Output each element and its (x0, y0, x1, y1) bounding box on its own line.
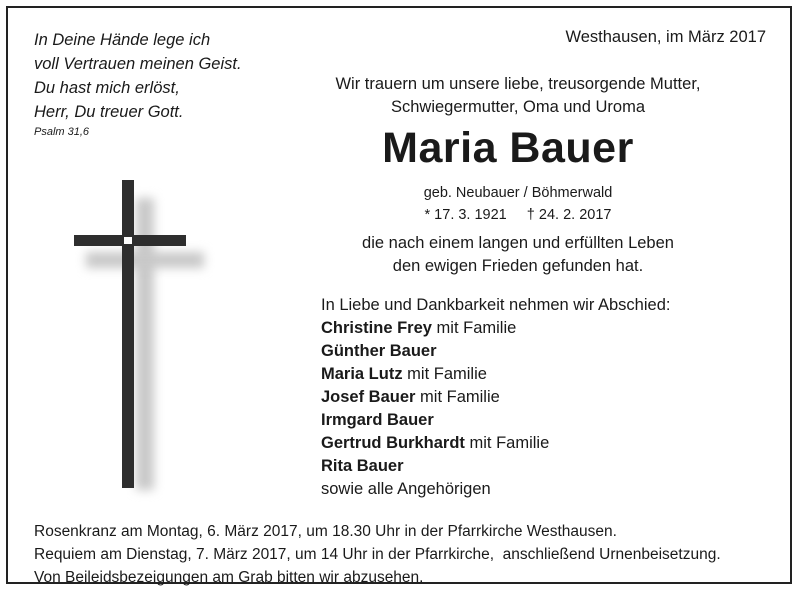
service-line: Rosenkranz am Montag, 6. März 2017, um 18.30 Uhr in der Pfarrkirche Westhausen. (34, 523, 617, 540)
intro-line: Schwiegermutter, Oma und Uroma (390, 98, 646, 116)
service-details (34, 520, 721, 589)
birth-name: geb. Neubauer / Böhmerwald (423, 185, 613, 201)
intro-line: Wir trauern um unsere liebe, treusorgende Mutter, (335, 75, 701, 93)
deceased-name: Maria Bauer (382, 124, 634, 172)
service-line: Requiem am Dienstag, 7. März 2017, um 14 Uhr in der Pfarrkirche, anschließend Urnenbeisetzung. (34, 546, 721, 563)
verse-line: voll Vertrauen meinen Geist. (34, 55, 242, 73)
cross-shadow-horizontal (86, 252, 204, 268)
intro-text (308, 73, 728, 119)
mourner-name: Rita Bauer (321, 457, 404, 475)
bible-verse (34, 28, 242, 139)
service-line: Von Beileidsbezeigungen am Grab bitten wir abzusehen. (34, 569, 424, 586)
mourner-suffix: mit Familie (431, 319, 517, 337)
life-text (308, 232, 728, 278)
life-dates (308, 204, 728, 226)
verse-line: In Deine Hände lege ich (34, 31, 211, 49)
cross-center-highlight (124, 237, 132, 244)
cross-vertical-beam (122, 180, 134, 488)
birth-details (308, 182, 728, 226)
mourner-row (321, 409, 670, 432)
relatives-text: sowie alle Angehörigen (321, 480, 491, 498)
verse-line: Herr, Du treuer Gott. (34, 103, 184, 121)
mourner-row (321, 455, 670, 478)
mourner-row (321, 363, 670, 386)
mourners-list (321, 294, 670, 501)
life-line: den ewigen Frieden gefunden hat. (392, 257, 644, 275)
mourner-suffix: mit Familie (415, 388, 500, 406)
verse-reference: Psalm 31,6 (34, 126, 90, 138)
farewell-text: In Liebe und Dankbarkeit nehmen wir Abschied: (321, 296, 671, 314)
mourner-row (321, 317, 670, 340)
place-and-date: Westhausen, im März 2017 (565, 28, 766, 46)
verse-line: Du hast mich erlöst, (34, 79, 180, 97)
mourner-row (321, 386, 670, 409)
mourner-name: Christine Frey (321, 319, 432, 337)
mourner-row (321, 432, 670, 455)
life-line: die nach einem langen und erfüllten Leben (362, 234, 674, 252)
mourner-name: Irmgard Bauer (321, 411, 434, 429)
mourner-suffix: mit Familie (464, 434, 550, 452)
mourner-name: Maria Lutz (321, 365, 403, 383)
birth-date: * 17. 3. 1921 (424, 207, 507, 223)
mourner-name: Günther Bauer (321, 342, 437, 360)
mourner-name: Gertrud Burkhardt (321, 434, 465, 452)
mourner-row (321, 340, 670, 363)
mourner-suffix: mit Familie (402, 365, 487, 383)
death-date: † 24. 2. 2017 (526, 207, 612, 223)
mourner-name: Josef Bauer (321, 388, 416, 406)
obituary-card (6, 6, 792, 584)
